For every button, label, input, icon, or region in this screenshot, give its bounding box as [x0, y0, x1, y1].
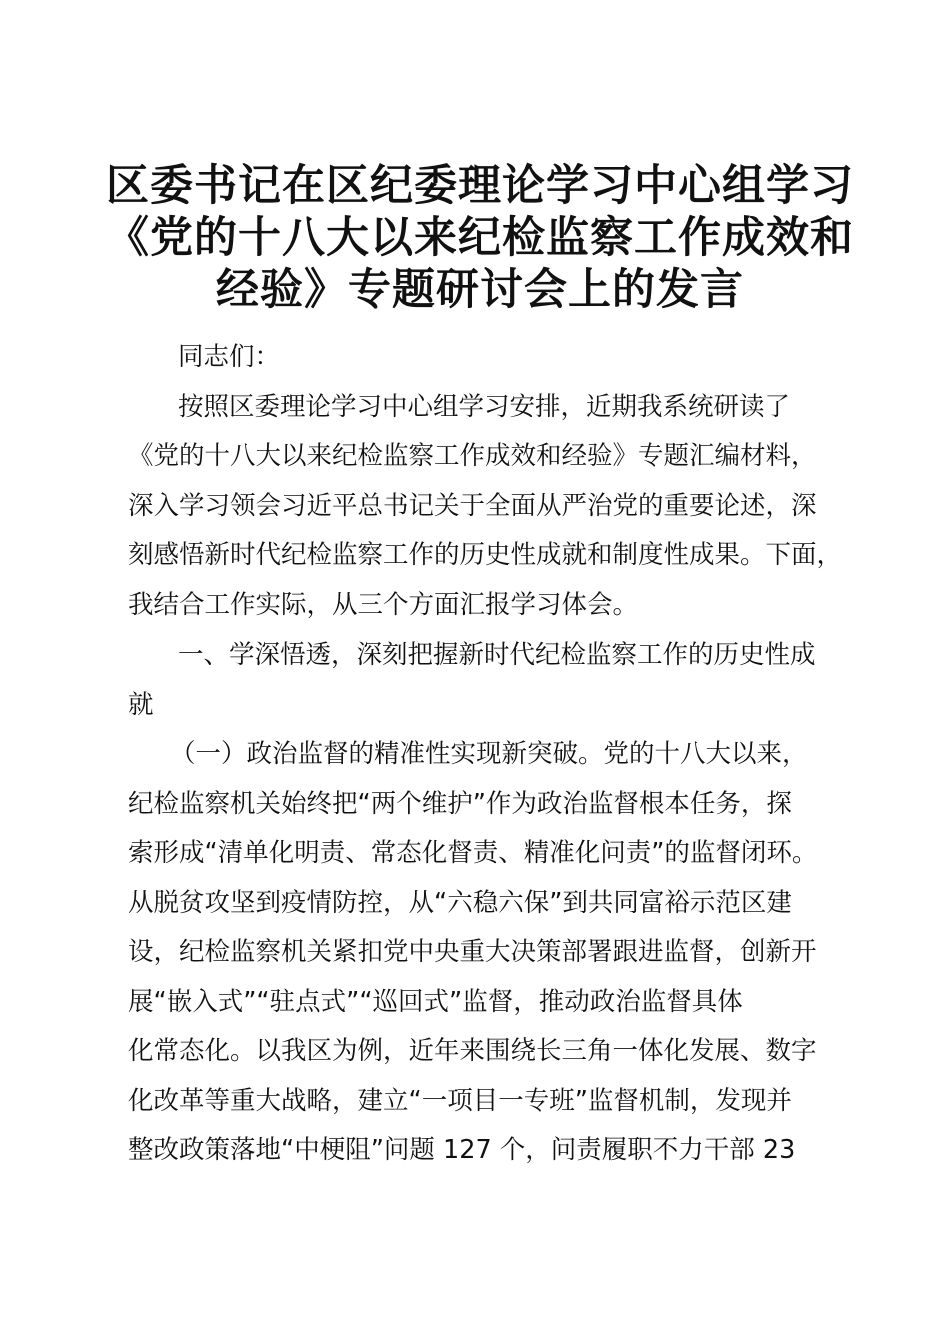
body-line: 设，纪检监察机关紧扣党中央重大决策部署跟进监督，创新开	[128, 937, 817, 967]
intro-line: 我结合工作实际，从三个方面汇报学习体会。	[128, 590, 639, 620]
intro-line: 深入学习领会习近平总书记关于全面从严治党的重要论述，深	[128, 491, 817, 521]
body-line: （一）政治监督的精准性实现新突破。党的十八大以来，	[170, 739, 808, 769]
intro-line: 刻感悟新时代纪检监察工作的历史性成就和制度性成果。下面，	[128, 540, 843, 570]
document-title-line-3: 经验》专题研讨会上的发言	[216, 265, 744, 315]
body-line: 整改政策落地“中梗阻”问题 127 个，问责履职不力干部 23	[128, 1135, 796, 1165]
body-line: 从脱贫攻坚到疫情防控，从“六稳六保”到共同富裕示范区建	[128, 888, 792, 918]
section-heading-line: 一、学深悟透，深刻把握新时代纪检监察工作的历史性成	[178, 640, 816, 670]
body-line: 索形成“清单化明责、常态化督责、精准化问责”的监督闭环。	[128, 838, 818, 868]
body-line: 化改革等重大战略，建立“一项目一专班”监督机制，发现并	[128, 1086, 792, 1116]
salutation: 同志们：	[178, 342, 281, 372]
body-line: 展“嵌入式”“驻点式”“巡回式”监督，推动政治监督具体	[128, 987, 743, 1017]
document-title-line-1: 区委书记在区纪委理论学习中心组学习	[106, 161, 854, 211]
intro-line: 按照区委理论学习中心组学习安排，近期我系统研读了	[178, 392, 791, 422]
document-title-line-2: 《党的十八大以来纪检监察工作成效和	[106, 213, 854, 263]
body-line: 化常态化。以我区为例，近年来围绕长三角一体化发展、数字	[128, 1036, 817, 1066]
body-line: 纪检监察机关始终把“两个维护”作为政治监督根本任务，探	[128, 789, 792, 819]
section-heading-line: 就	[128, 690, 154, 720]
intro-line: 《党的十八大以来纪检监察工作成效和经验》专题汇编材料，	[128, 441, 817, 471]
